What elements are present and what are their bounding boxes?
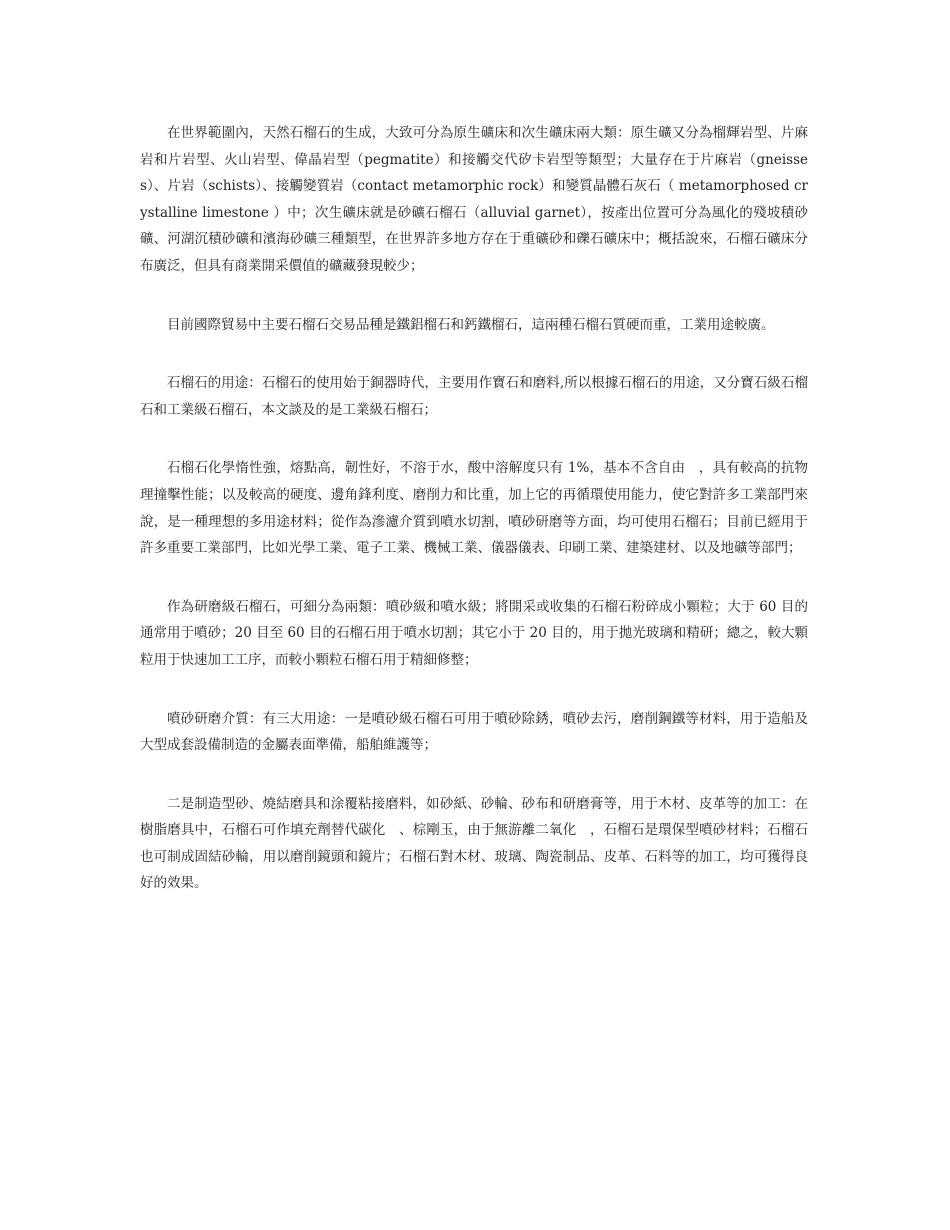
paragraph-trade: 目前國際貿易中主要石榴石交易品種是鐵鋁榴石和鈣鐵榴石，這兩種石榴石質硬而重，工業用途較廣。 [167, 316, 775, 333]
paragraph-blasting-media: 噴砂研磨介質：有三大用途：一是噴砂級石榴石可用于噴砂除銹，噴砂去污，磨削鋼鐵等材料，用于造船及大型成套設備制造的金屬表面準備，船舶維護等； [140, 710, 808, 754]
document-body [140, 120, 808, 929]
paragraph-manufacturing: 二是制造型砂、燒結磨具和涂覆粘接磨料，如砂紙、砂輪、砂布和研磨膏等，用于木材、皮革等的加工：在樹脂磨具中，石榴石可作填充劑替代碳化 、棕剛玉，由于無游離二氧化 ，石榴石是環保型噴砂材料；石榴石也可制成固結砂輪，用以磨削鏡頭和鏡片；石榴石對木材、玻璃、陶瓷制品、皮革、石料等的加工，均可獲得良好的效果。 [140, 795, 808, 892]
paragraph-origin: 在世界範圍內，天然石榴石的生成，大致可分為原生礦床和次生礦床兩大類：原生礦又分為榴輝岩型、片麻岩和片岩型、火山岩型、偉晶岩型（pegmatite）和接觸交代矽卡岩型等類型；大量存在于片麻岩（gneisses）、片岩（schists）、接觸變質岩（contact metamorphic rock）和變質晶體石灰石（ metamorphosed crystalline limestone ）中；次生礦床就是砂礦石榴石（alluvial garnet），按產出位置可分為風化的殘坡積砂礦、河湖沉積砂礦和濱海砂礦三種類型，在世界許多地方存在于重礦砂和礫石礦床中；概括說來，石榴石礦床分布廣泛，但具有商業開采價值的礦藏發現較少； [140, 125, 808, 274]
paragraph-uses: 石榴石的用途：石榴石的使用始于銅器時代，主要用作寶石和磨料,所以根據石榴石的用途，又分寶石級石榴石和工業級石榴石，本文談及的是工業級石榴石； [140, 375, 808, 418]
paragraph-properties: 石榴石化學惰性強，熔點高，韌性好，不溶于水，酸中溶解度只有 1%，基本不含自由 ，具有較高的抗物理撞擊性能；以及較高的硬度、邊角鋒利度、磨削力和比重，加上它的再循環使用能力，使它對許多工業部門來說，是一種理想的多用途材料；從作為滲濾介質到噴水切割，噴砂研磨等方面，均可使用石榴石；目前已經用于許多重要工業部門，比如光學工業、電子工業、機械工業、儀器儀表、印刷工業、建築建材、以及地礦等部門； [140, 460, 808, 557]
paragraph-abrasive-grades: 作為研磨級石榴石，可細分為兩類：噴砂級和噴水級；將開采或收集的石榴石粉碎成小顆粒；大于 60 目的通常用于噴砂；20 目至 60 目的石榴石用于噴水切割；其它小于 20 目的，用于拋光玻璃和精研；總之，較大顆粒用于快速加工工序，而較小顆粒石榴石用于精細修整； [140, 598, 808, 668]
